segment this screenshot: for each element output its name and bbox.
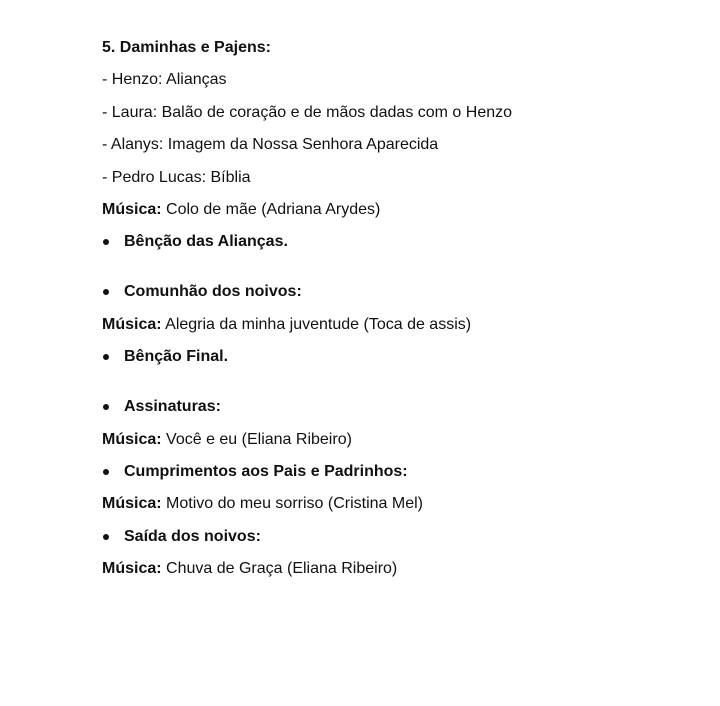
bullet-icon [103, 534, 109, 540]
bullet-icon [103, 354, 109, 360]
music-label: Música: [102, 560, 162, 578]
music-label: Música: [102, 495, 162, 513]
section-heading: 5. Daminhas e Pajens: [102, 39, 271, 56]
document-page [102, 38, 702, 591]
music-line-3 [102, 430, 702, 450]
pajem-item-laura: - Laura: Balão de coração e de mãos dadas com o Henzo [102, 103, 513, 121]
music-line-1 [102, 200, 702, 220]
music-title: Colo de mãe (Adriana Arydes) [166, 200, 381, 218]
music-title: Motivo do meu sorriso (Cristina Mel) [166, 495, 423, 513]
bullet-icon [103, 289, 109, 295]
bullet-icon [103, 239, 109, 245]
bullet-icon [103, 469, 109, 475]
music-label: Música: [102, 200, 162, 218]
bullet-text: Bênção das Alianças. [124, 233, 288, 251]
music-label: Música: [102, 430, 162, 448]
bullet-text: Bênção Final. [124, 348, 229, 366]
music-label: Música: [102, 315, 162, 333]
pajem-item-henzo: - Henzo: Alianças [102, 71, 227, 89]
bullet-item-saida [102, 527, 702, 547]
music-title: Alegria da minha juventude (Toca de assis) [165, 315, 472, 333]
bullet-text: Cumprimentos aos Pais e Padrinhos: [124, 462, 408, 480]
bullet-item-comunhao [102, 282, 702, 302]
bullet-item-cumprimentos [102, 462, 702, 482]
music-title: Você e eu (Eliana Ribeiro) [166, 430, 352, 448]
bullet-icon [103, 404, 109, 410]
music-title: Chuva de Graça (Eliana Ribeiro) [166, 560, 398, 578]
music-line-5 [102, 559, 702, 579]
music-line-2 [102, 315, 702, 335]
bullet-item-bencao-final [102, 347, 702, 367]
music-line-4 [102, 494, 702, 514]
bullet-item-assinaturas [102, 397, 702, 417]
bullet-item-bencao-aliancas [102, 232, 702, 252]
bullet-text: Comunhão dos noivos: [124, 283, 302, 301]
bullet-text: Saída dos noivos: [124, 527, 261, 545]
pajem-item-pedro-lucas: - Pedro Lucas: Bíblia [102, 168, 251, 186]
pajem-item-alanys: - Alanys: Imagem da Nossa Senhora Aparecida [102, 136, 439, 154]
bullet-text: Assinaturas: [124, 398, 221, 416]
